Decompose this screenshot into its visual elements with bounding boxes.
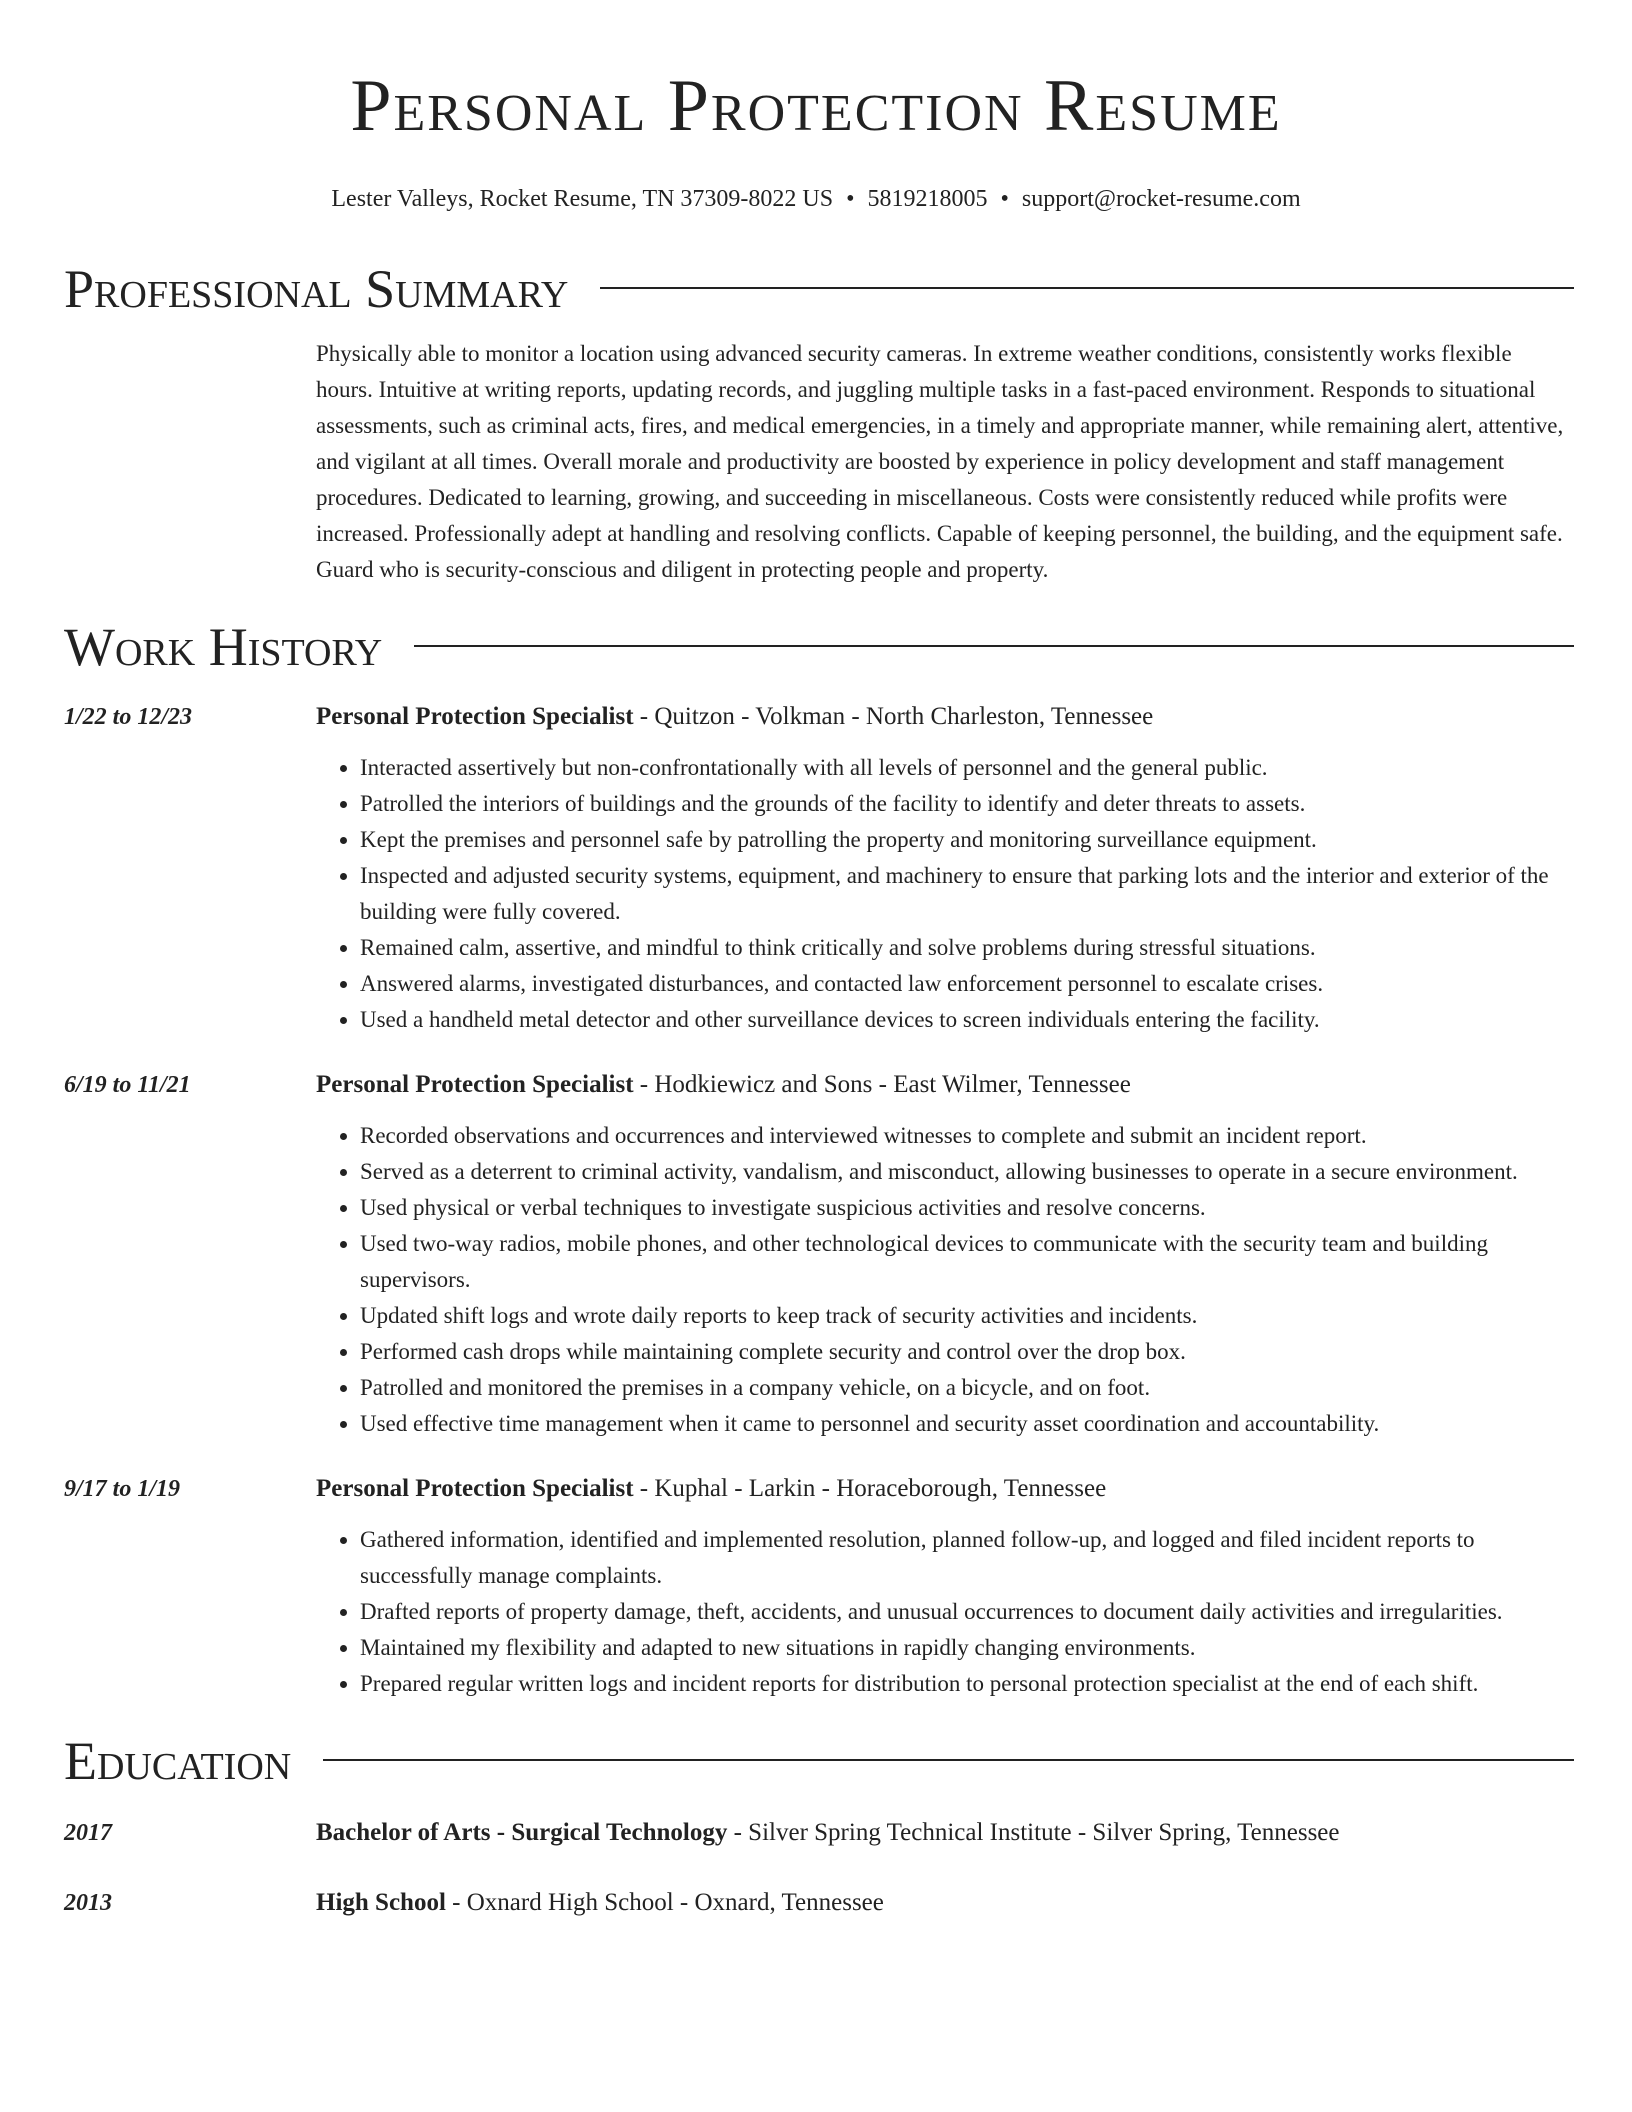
education-entry xyxy=(64,1886,1574,1920)
contact-separator: • xyxy=(846,186,855,212)
job-bullet-list xyxy=(316,750,1574,1038)
education-heading-text: Education xyxy=(64,1731,292,1791)
job-details: - Hodkiewicz and Sons - East Wilmer, Tennessee xyxy=(633,1071,1131,1098)
summary-heading xyxy=(64,258,1574,320)
education-details: - Oxnard High School - Oxnard, Tennessee xyxy=(445,1889,884,1916)
work-history-heading-text: Work History xyxy=(64,617,383,677)
education-details: - Silver Spring Technical Institute - Silver Spring, Tennessee xyxy=(727,1819,1340,1846)
job-bullet-list xyxy=(316,1118,1574,1442)
job-body xyxy=(316,1068,1574,1442)
job-bullet: • Recorded observations and occurrences and interviewed witnesses to complete and submit an incident report. xyxy=(360,1118,1574,1154)
job-bullet: • Updated shift logs and wrote daily reports to keep track of security activities and incidents. xyxy=(360,1298,1574,1334)
job-title-line xyxy=(316,700,1574,734)
job-bullet: • Performed cash drops while maintaining complete security and control over the drop box. xyxy=(360,1334,1574,1370)
job-entry xyxy=(64,1068,1574,1442)
summary-text: Physically able to monitor a location using advanced security cameras. In extreme weather conditions, consistently works flexible hours. Intuitive at writing reports, updating records, and juggling multiple tasks in a fast-paced environment. Responds to situational assessments, such as criminal acts, fires, and medical emergencies, in a timely and appropriate manner, while remaining alert, attentive, and vigilant at all times. Overall morale and productivity are boosted by experience in policy development and staff management procedures. Dedicated to learning, growing, and succeeding in miscellaneous. Costs were consistently reduced while profits were increased. Professionally adept at handling and resolving conflicts. Capable of keeping personnel, the building, and the equipment safe. Guard who is security-conscious and diligent in protecting people and property. xyxy=(316,341,1564,582)
education-body xyxy=(316,1816,1574,1850)
job-details: - Kuphal - Larkin - Horaceborough, Tennessee xyxy=(633,1475,1107,1502)
job-bullet: • Prepared regular written logs and incident reports for distribution to personal protection specialist at the end of each shift. xyxy=(360,1666,1574,1702)
job-bullet: • Used two-way radios, mobile phones, and other technological devices to communicate with the security team and building supervisors. xyxy=(360,1226,1574,1298)
contact-line xyxy=(0,184,1632,214)
work-history-heading xyxy=(64,616,1574,678)
job-bullet: • Drafted reports of property damage, theft, accidents, and unusual occurrences to document daily activities and irregularities. xyxy=(360,1594,1574,1630)
section-divider xyxy=(323,1759,1574,1761)
job-bullet: • Interacted assertively but non-confrontationally with all levels of personnel and the general public. xyxy=(360,750,1574,786)
education-year: 2013 xyxy=(64,1890,112,1916)
job-body xyxy=(316,1472,1574,1702)
job-title-line xyxy=(316,1068,1574,1102)
job-entry xyxy=(64,1472,1574,1702)
job-bullet: • Used effective time management when it came to personnel and security asset coordination and accountability. xyxy=(360,1406,1574,1442)
job-bullet: • Patrolled and monitored the premises in a company vehicle, on a bicycle, and on foot. xyxy=(360,1370,1574,1406)
job-bullet: • Kept the premises and personnel safe by patrolling the property and monitoring surveillance equipment. xyxy=(360,822,1574,858)
job-bullet: • Served as a deterrent to criminal activity, vandalism, and misconduct, allowing businesses to operate in a secure environment. xyxy=(360,1154,1574,1190)
education-body xyxy=(316,1886,1574,1920)
summary-heading-text: Professional Summary xyxy=(64,259,569,319)
job-title: Personal Protection Specialist xyxy=(316,1071,634,1098)
education-year: 2017 xyxy=(64,1820,112,1846)
job-bullet: • Remained calm, assertive, and mindful to think critically and solve problems during stressful situations. xyxy=(360,930,1574,966)
education-degree: High School xyxy=(316,1889,446,1916)
job-body xyxy=(316,700,1574,1038)
education-title-line xyxy=(316,1886,1574,1920)
job-bullet: • Answered alarms, investigated disturbances, and contacted law enforcement personnel to escalate crises. xyxy=(360,966,1574,1002)
job-bullet-list xyxy=(316,1522,1574,1702)
job-bullet: • Used physical or verbal techniques to investigate suspicious activities and resolve concerns. xyxy=(360,1190,1574,1226)
job-dates: 6/19 to 11/21 xyxy=(64,1072,191,1098)
job-title: Personal Protection Specialist xyxy=(316,1475,634,1502)
resume-title: Personal Protection Resume xyxy=(350,65,1282,147)
section-divider xyxy=(600,287,1574,289)
section-divider xyxy=(414,645,1574,647)
education-entry xyxy=(64,1816,1574,1850)
job-entry xyxy=(64,700,1574,1038)
job-bullet: • Used a handheld metal detector and other surveillance devices to screen individuals entering the facility. xyxy=(360,1002,1574,1038)
contact-phone: 5819218005 xyxy=(867,186,988,212)
education-title-line xyxy=(316,1816,1574,1850)
education-degree: Bachelor of Arts - Surgical Technology xyxy=(316,1819,728,1846)
contact-address: Lester Valleys, Rocket Resume, TN 37309-8022 US xyxy=(331,186,834,212)
contact-email: support@rocket-resume.com xyxy=(1021,186,1301,212)
job-bullet: • Patrolled the interiors of buildings and the grounds of the facility to identify and deter threats to assets. xyxy=(360,786,1574,822)
job-title: Personal Protection Specialist xyxy=(316,703,634,730)
job-bullet: • Inspected and adjusted security systems, equipment, and machinery to ensure that parking lots and the interior and exterior of the building were fully covered. xyxy=(360,858,1574,930)
job-title-line xyxy=(316,1472,1574,1506)
job-details: - Quitzon - Volkman - North Charleston, Tennessee xyxy=(633,703,1154,730)
contact-separator: • xyxy=(1000,186,1009,212)
job-dates: 9/17 to 1/19 xyxy=(64,1476,181,1502)
job-bullet: • Gathered information, identified and implemented resolution, planned follow-up, and logged and filed incident reports to successfully manage complaints. xyxy=(360,1522,1574,1594)
job-dates: 1/22 to 12/23 xyxy=(64,704,193,730)
education-heading xyxy=(64,1730,1574,1792)
job-bullet: • Maintained my flexibility and adapted to new situations in rapidly changing environments. xyxy=(360,1630,1574,1666)
